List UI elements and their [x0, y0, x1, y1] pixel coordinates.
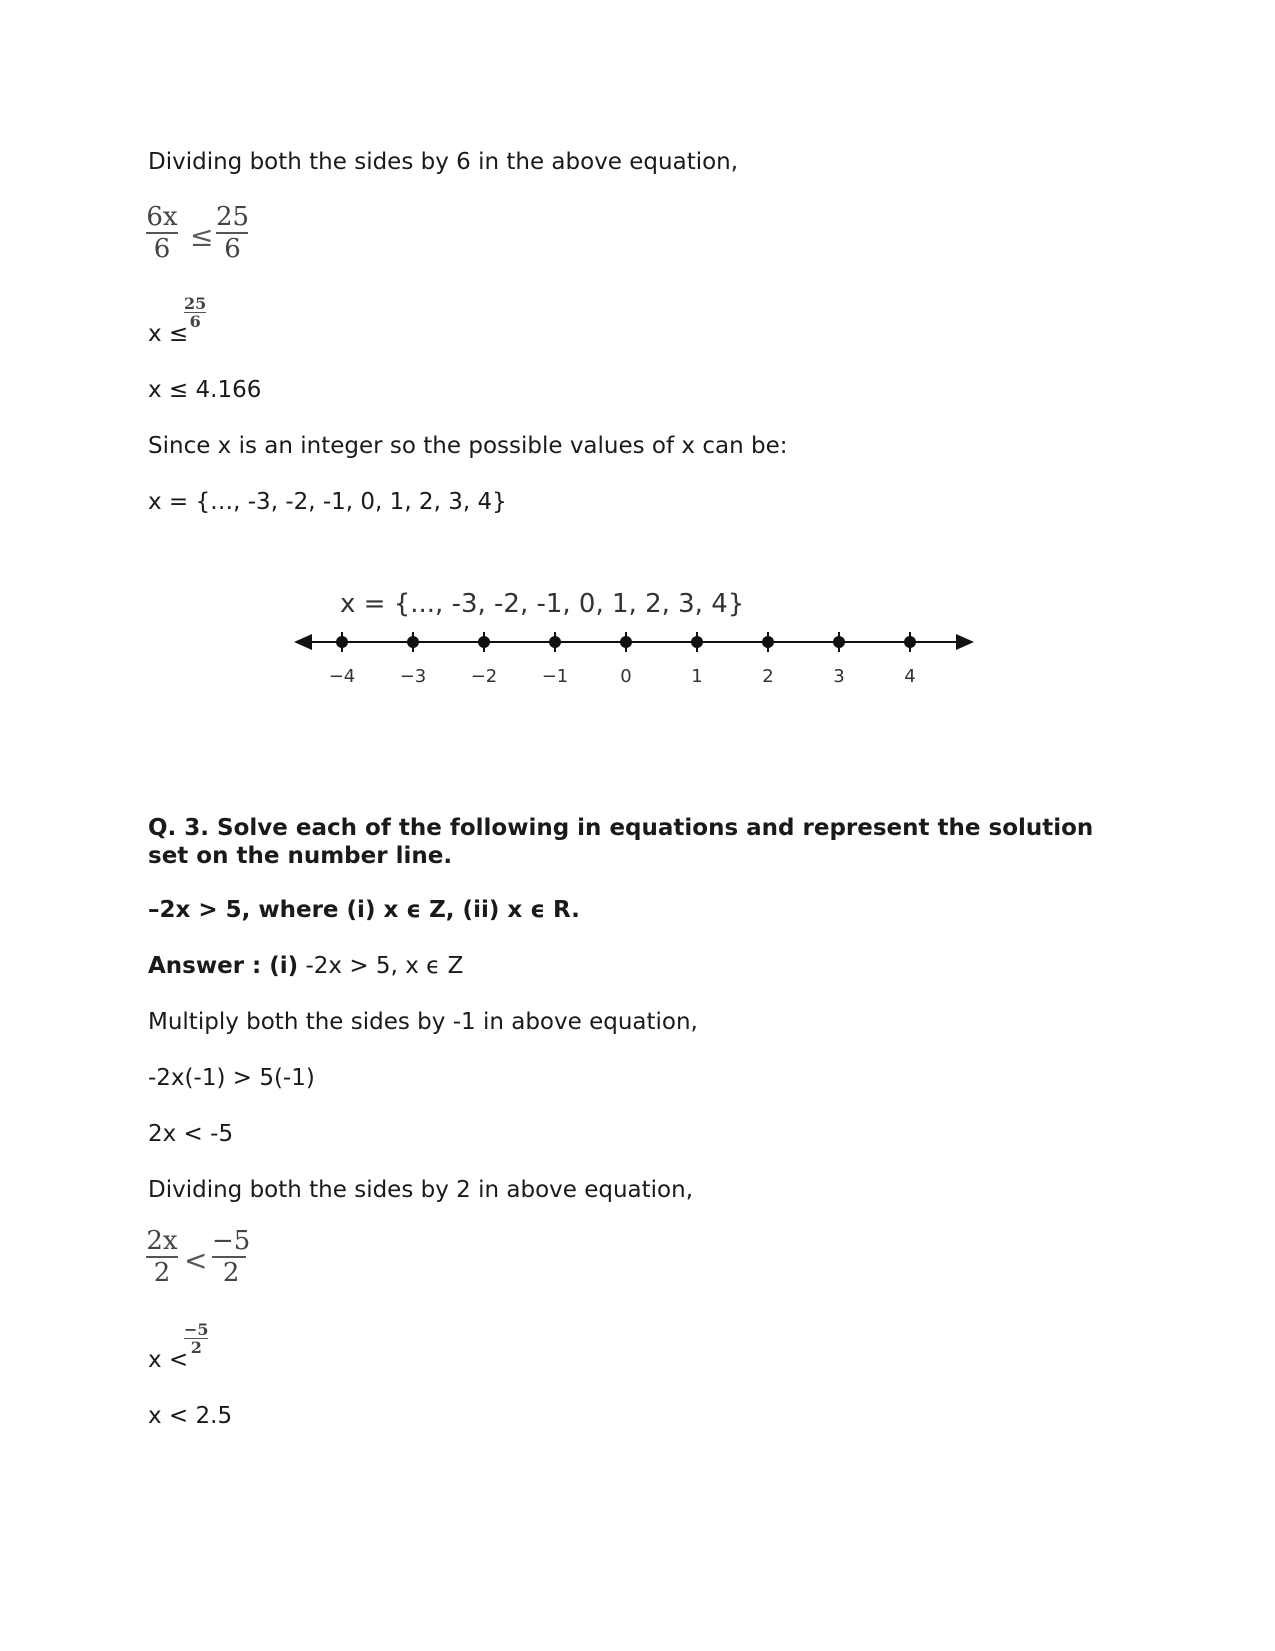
denominator: 2	[190, 1338, 202, 1357]
tick-label: −1	[541, 666, 569, 687]
number-line-title: x = {..., -3, -2, -1, 0, 1, 2, 3, 4}	[340, 589, 745, 619]
fraction-6x-over-6	[146, 202, 178, 264]
leq-operator: ≤	[190, 220, 214, 253]
step-2x-lt-neg5: 2x < -5	[148, 1121, 234, 1147]
question-3-subtext: –2x > 5, where (i) x ϵ Z, (ii) x ϵ R.	[148, 897, 580, 923]
right-arrow-icon	[956, 634, 974, 650]
solution-point	[620, 636, 632, 648]
numerator: 25	[216, 202, 250, 232]
tick-label: −2	[470, 666, 498, 687]
answer-text: -2x > 5, x ϵ Z	[298, 953, 464, 979]
fraction-neg5-over-2-small	[184, 1321, 209, 1356]
fraction-25-over-6-small	[184, 295, 206, 330]
denominator: 2	[153, 1258, 171, 1288]
solution-point	[833, 636, 845, 648]
numerator: 25	[184, 294, 207, 313]
numerator: 2x	[146, 1226, 178, 1256]
fraction-neg5-over-2	[212, 1226, 250, 1288]
paragraph-dividing-by-2: Dividing both the sides by 2 in above equation,	[148, 1177, 694, 1203]
solution-set: x = {…, -3, -2, -1, 0, 1, 2, 3, 4}	[148, 489, 507, 515]
solution-point	[762, 636, 774, 648]
solution-point	[478, 636, 490, 648]
denominator: 2	[222, 1258, 240, 1288]
tick-label: 4	[904, 666, 916, 687]
tick-label: 0	[620, 666, 632, 687]
denominator: 6	[189, 312, 201, 331]
denominator: 6	[224, 234, 241, 264]
fraction-2x-over-2	[146, 1226, 178, 1288]
tick-label: −3	[399, 666, 427, 687]
tick-label: 2	[762, 666, 774, 687]
inequality-x-leq: x ≤	[148, 321, 189, 347]
tick-label: 1	[691, 666, 703, 687]
solution-point	[691, 636, 703, 648]
solution-point	[407, 636, 419, 648]
left-arrow-icon	[294, 634, 312, 650]
paragraph-dividing-by-6: Dividing both the sides by 6 in the above equation,	[148, 149, 739, 175]
denominator: 6	[153, 234, 171, 264]
number-line-figure	[290, 580, 990, 700]
solution-point	[336, 636, 348, 648]
solution-point	[549, 636, 561, 648]
answer-line	[148, 952, 463, 980]
result-x-leq-4-166: x ≤ 4.166	[148, 377, 262, 403]
result-x-lt-2-5: x < 2.5	[148, 1403, 233, 1429]
question-3-heading: Q. 3. Solve each of the following in equations and represent the solution set on the number line.	[148, 815, 1094, 869]
numerator: −5	[212, 1226, 251, 1256]
solution-point	[904, 636, 916, 648]
answer-label: Answer : (i)	[148, 953, 299, 979]
step-multiply: -2x(-1) > 5(-1)	[148, 1065, 315, 1091]
numerator: 6x	[146, 202, 178, 232]
fraction-25-over-6	[216, 202, 249, 264]
tick-label: −4	[328, 666, 356, 687]
numerator: −5	[184, 1320, 209, 1339]
inequality-x-lt: x <	[148, 1347, 189, 1373]
paragraph-integer-values: Since x is an integer so the possible values of x can be:	[148, 433, 788, 459]
lt-operator: <	[184, 1244, 208, 1277]
paragraph-multiply: Multiply both the sides by -1 in above equation,	[148, 1009, 698, 1035]
tick-label: 3	[833, 666, 845, 687]
